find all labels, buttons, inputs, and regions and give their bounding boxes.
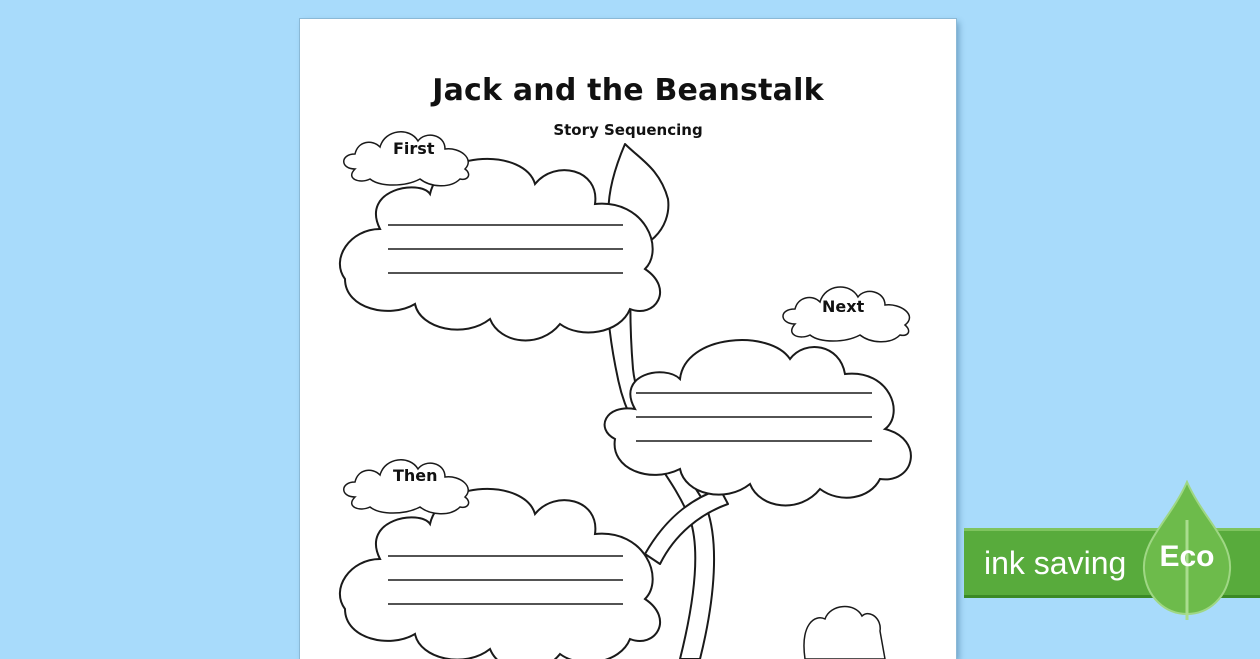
beanstalk-illustration bbox=[300, 19, 956, 659]
worksheet-subtitle: Story Sequencing bbox=[553, 121, 703, 139]
step-label-first: First bbox=[393, 139, 435, 158]
writing-cloud-then bbox=[340, 489, 660, 659]
step-label-next: Next bbox=[822, 297, 865, 316]
label-cloud-partial bbox=[804, 607, 885, 659]
ink-saving-text: ink saving bbox=[984, 545, 1127, 581]
step-label-then: Then bbox=[393, 466, 438, 485]
eco-label: Eco bbox=[1159, 540, 1215, 573]
writing-cloud-next bbox=[605, 340, 911, 505]
worksheet-title: Jack and the Beanstalk bbox=[432, 73, 824, 108]
worksheet-page bbox=[300, 19, 956, 659]
